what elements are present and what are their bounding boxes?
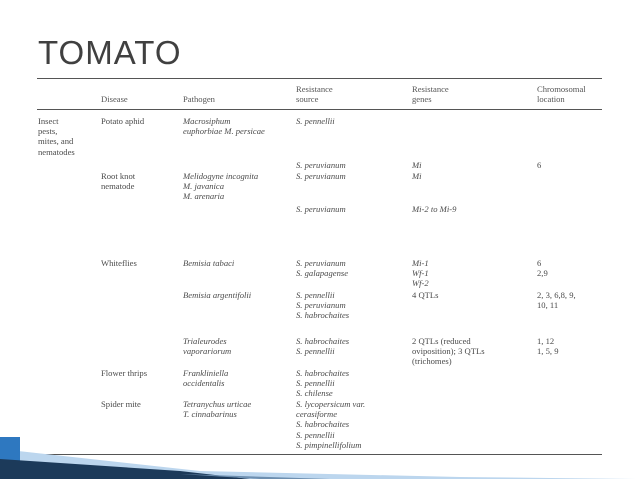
location-whiteflies [537,258,548,278]
pathogen-flower-thrips [183,368,228,388]
genes-whiteflies [412,258,429,289]
source-line: S. habrochaites [296,336,350,346]
genes-line: 2 QTLs (reduced [412,336,471,346]
pathogen-line: occidentalis [183,378,225,389]
source-line: S. pennellii [296,346,335,357]
source-line: S. habrochaites [296,419,350,430]
source-line: S. pennellii [296,429,335,440]
location-mi: 6 [537,160,542,170]
disease-root-knot [101,171,135,191]
source-line: S. lycopersicum var. [296,399,366,409]
category-cell [38,116,75,157]
header-chromosomal-location-line1: Chromosomal [537,84,586,94]
location-line: 6 [537,258,542,268]
slide-title: TOMATO [38,34,182,71]
source-whiteflies [296,258,348,278]
pathogen-argentifolii: Bemisia argentifolii [183,290,252,300]
pathogen-whiteflies: Bemisia tabaci [183,258,235,268]
pathogen-line: M. javanica [183,181,225,192]
category-line: Insect [38,116,59,126]
genes-line: (trichomes) [412,356,452,367]
pathogen-line: Melidogyne incognita [183,171,259,181]
header-chromosomal-location [537,84,586,104]
genes-line: oviposition); 3 QTLs [412,346,485,357]
source-line: S. galapagense [296,268,349,279]
source-argentifolii [296,290,349,321]
disease-flower-thrips: Flower thrips [101,368,148,378]
pathogen-line: Frankliniella [183,368,229,378]
source-mi2: S. peruvianum [296,204,346,214]
source-line: S. pennellii [296,290,335,300]
pathogen-root-knot [183,171,258,202]
source-line: S. chilense [296,388,333,399]
source-line: S. pennellii [296,378,335,389]
source-mi: S. peruvianum [296,160,346,170]
genes-line: Mi-1 [412,258,429,268]
source-trialeurodes [296,336,349,356]
pathogen-trialeurodes [183,336,231,356]
disease-potato-aphid: Potato aphid [101,116,145,126]
disease-whiteflies: Whiteflies [101,258,137,268]
location-line: 1, 12 [537,336,555,346]
source-line: S. pimpinellifolium [296,439,362,450]
genes-argentifolii: 4 QTLs [412,290,439,300]
location-trialeurodes [537,336,558,356]
source-line: S. habrochaites [296,310,350,321]
header-resistance-source-line1: Resistance [296,84,333,94]
source-flower-thrips [296,368,349,399]
header-resistance-source [296,84,333,104]
genes-line: Wf-2 [412,278,429,289]
location-line: 1, 5, 9 [537,346,559,357]
header-chromosomal-location-line2: location [537,94,565,105]
genes-line: Wf-1 [412,268,429,279]
location-line: 2, 3, 6,8, 9, [537,290,576,300]
location-line: 10, 11 [537,300,559,311]
pathogen-line: T. cinnabarinus [183,409,237,420]
pathogen-line: vaporariorum [183,346,232,357]
category-line: mites, and [38,136,74,147]
genes-trialeurodes [412,336,485,367]
header-resistance-source-line2: source [296,94,319,105]
pathogen-line: M. arenaria [183,191,225,202]
footer-swoosh-decoration [0,419,638,479]
category-line: nematodes [38,146,75,157]
disease-line: Root knot [101,171,136,181]
category-line: pests, [38,126,58,137]
location-line: 2,9 [537,268,548,279]
source-root-knot: S. peruvianum [296,171,346,181]
pathogen-line: Macrosiphum [183,116,231,126]
genes-mi: Mi [412,160,422,170]
header-pathogen: Pathogen [183,94,215,104]
source-potato-aphid: S. pennellii [296,116,335,126]
source-line: S. peruvianum [296,258,346,268]
source-line: S. habrochaites [296,368,350,378]
header-resistance-genes-line1: Resistance [412,84,449,94]
source-line: S. peruvianum [296,300,346,311]
pathogen-spider-mite [183,399,251,419]
genes-mi2: Mi-2 to Mi-9 [412,204,457,214]
genes-root-knot: Mi [412,171,422,181]
disease-line: nematode [101,181,135,192]
pathogen-potato-aphid [183,116,265,136]
disease-spider-mite: Spider mite [101,399,141,409]
header-resistance-genes-line2: genes [412,94,432,105]
location-argentifolii [537,290,576,310]
header-resistance-genes [412,84,449,104]
header-disease: Disease [101,94,128,104]
pathogen-line: Trialeurodes [183,336,227,346]
source-line: cerasiforme [296,409,338,420]
resistance-table [37,78,602,462]
pathogen-line: euphorbiae M. persicae [183,126,265,137]
table-header-rule [37,109,602,110]
pathogen-line: Tetranychus urticae [183,399,252,409]
table-top-rule [37,78,602,79]
